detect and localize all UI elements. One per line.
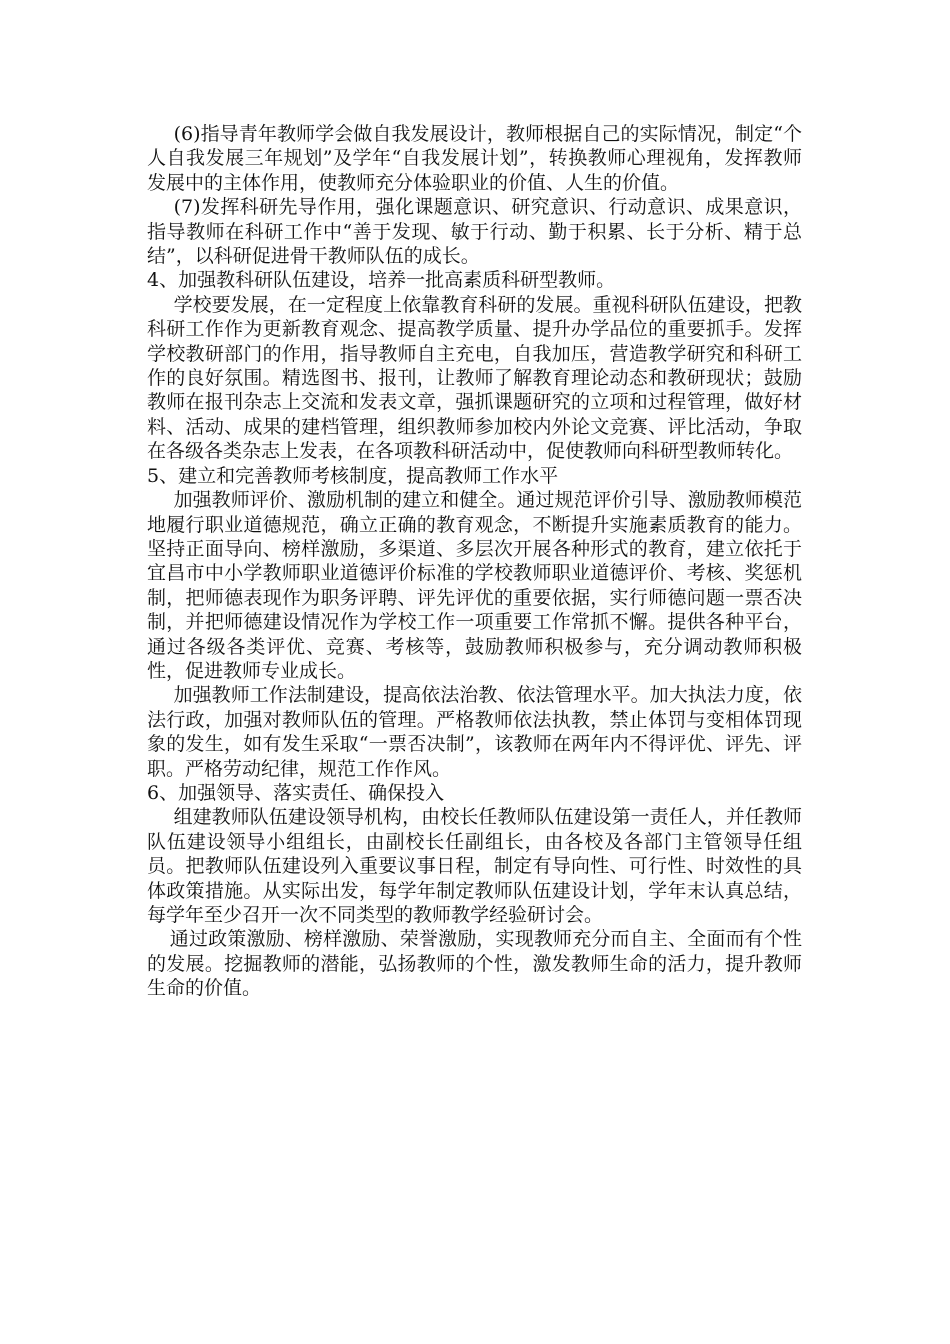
document-body [147,122,802,1001]
paragraph-6: (6)指导青年教师学会做自我发展设计，教师根据自己的实际情况，制定“个人自我发展三年规划”及学年“自我发展计划”，转换教师心理视角，发挥教师发展中的主体作用，使教师充分体验职业的价值、人生的价值。 [147,123,802,194]
section-heading-4: 4、加强教科研队伍建设，培养一批高素质科研型教师。 [147,269,616,292]
paragraph-legal: 加强教师工作法制建设，提高依法治教、依法管理水平。加大执法力度，依法行政，加强对教师队伍的管理。严格教师依法执教，禁止体罚与变相体罚现象的发生，如有发生采取“一票否决制”，该教师在两年内不得评优、评先、评职。严格劳动纪律，规范工作作风。 [147,684,802,780]
paragraph-leadership: 组建教师队伍建设领导机构，由校长任教师队伍建设第一责任人，并任教师队伍建设领导小组组长，由副校长任副组长，由各校及各部门主管领导任组员。把教师队伍建设列入重要议事日程，制定有导向性、可行性、时效性的具体政策措施。从实际出发，每学年制定教师队伍建设计划，学年末认真总结，每学年至少召开一次不同类型的教师教学经验研讨会。 [147,806,802,926]
paragraph-evaluation: 加强教师评价、激励机制的建立和健全。通过规范评价引导、激励教师模范地履行职业道德规范，确立正确的教育观念，不断提升实施素质教育的能力。坚持正面导向、榜样激励，多渠道、多层次开展各种形式的教育，建立依托于宜昌市中小学教师职业道德评价标准的学校教师职业道德评价、考核、奖惩机制，把师德表现作为职务评聘、评先评优的重要依据，实行师德问题一票否决制，并把师德建设情况作为学校工作一项重要工作常抓不懈。提供各种平台，通过各级各类评优、竞赛、考核等，鼓励教师积极参与，充分调动教师积极性，促进教师专业成长。 [147,489,802,682]
paragraph-conclusion: 通过政策激励、榜样激励、荣誉激励，实现教师充分而自主、全面而有个性的发展。挖掘教师的潜能，弘扬教师的个性，激发教师生命的活力，提升教师生命的价值。 [147,928,802,1000]
section-heading-6: 6、加强领导、落实责任、确保投入 [147,781,445,804]
paragraph-research-team: 学校要发展，在一定程度上依靠教育科研的发展。重视科研队伍建设，把教科研工作作为更新教育观念、提高教学质量、提升办学品位的重要抓手。发挥学校教研部门的作用，指导教师自主充电，自我加压，营造教学研究和科研工作的良好氛围。精选图书、报刊，让教师了解教育理论动态和教研现状；鼓励教师在报刊杂志上交流和发表文章，强抓课题研究的立项和过程管理，做好材料、活动、成果的建档管理，组织教师参加校内外论文竞赛、评比活动，争取在各级各类杂志上发表，在各项教科研活动中，促使教师向科研型教师转化。 [147,293,802,463]
paragraph-7: (7)发挥科研先导作用，强化课题意识、研究意识、行动意识、成果意识，指导教师在科研工作中“善于发现、敏于行动、勤于积累、长于分析、精于总结”，以科研促进骨干教师队伍的成长。 [147,196,802,268]
section-heading-5: 5、建立和完善教师考核制度，提高教师工作水平 [147,464,559,487]
